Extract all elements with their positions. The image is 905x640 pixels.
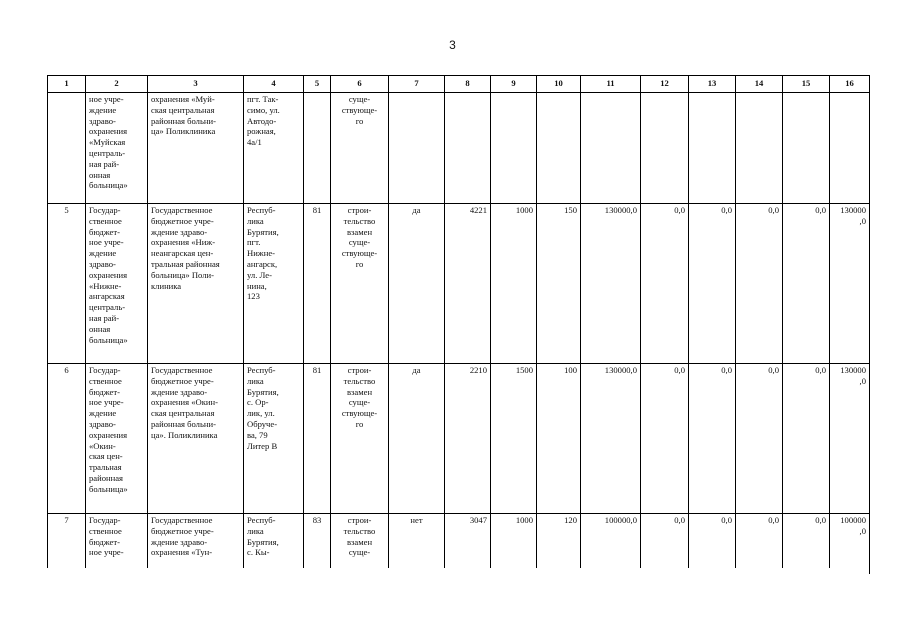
table-cell: 130000,0 bbox=[581, 204, 641, 364]
table-cell: суще- ствующе- го bbox=[331, 93, 389, 204]
table-cell bbox=[783, 93, 830, 204]
header-cell: 10 bbox=[537, 76, 581, 93]
table-cell: 4221 bbox=[445, 204, 491, 364]
table-cell: Государственное бюджетное учре- ждение здраво- охранения «Окин- ская центральная районная больни- ца». Поликлиника bbox=[148, 364, 244, 514]
table-cell: Государ- ственное бюджет- ное учре- ждение здраво- охранения «Окин- ская цен- тральная районная больница» bbox=[86, 364, 148, 514]
table-cell bbox=[689, 93, 736, 204]
table-cell: Государственное бюджетное учре- ждение здраво- охранения «Тун- bbox=[148, 514, 244, 574]
header-row bbox=[48, 76, 870, 93]
header-cell: 4 bbox=[244, 76, 304, 93]
table-cell: 1000 bbox=[491, 514, 537, 574]
table-cell: 0,0 bbox=[736, 204, 783, 364]
table-cell: 150 bbox=[537, 204, 581, 364]
header-cell: 14 bbox=[736, 76, 783, 93]
header-cell: 3 bbox=[148, 76, 244, 93]
page-bottom-margin bbox=[47, 568, 869, 640]
header-cell: 7 bbox=[389, 76, 445, 93]
table-cell: 2210 bbox=[445, 364, 491, 514]
page-number: 3 bbox=[449, 38, 456, 52]
table-cell: 81 bbox=[304, 204, 331, 364]
table-cell: пгт. Так- симо, ул. Автодо- рожная, 4а/1 bbox=[244, 93, 304, 204]
table-cell bbox=[736, 93, 783, 204]
table-cell: 0,0 bbox=[783, 204, 830, 364]
header-cell: 16 bbox=[830, 76, 870, 93]
table-cell: 0,0 bbox=[736, 364, 783, 514]
table-cell bbox=[389, 93, 445, 204]
table-cell: 0,0 bbox=[641, 204, 689, 364]
table-cell: Государственное бюджетное учре- ждение здраво- охранения «Ниж- неангарская цен- тральная районная больница» Поли- клиника bbox=[148, 204, 244, 364]
table-cell: 0,0 bbox=[736, 514, 783, 574]
table-row bbox=[48, 364, 870, 514]
table-cell: 130000,0 bbox=[581, 364, 641, 514]
table-cell: 0,0 bbox=[689, 364, 736, 514]
table-cell: Государ- ственное бюджет- ное учре- bbox=[86, 514, 148, 574]
table-cell bbox=[445, 93, 491, 204]
table-cell: Респуб- лика Бурятия, с. Кы- bbox=[244, 514, 304, 574]
table-cell: 0,0 bbox=[689, 514, 736, 574]
table-cell bbox=[304, 93, 331, 204]
header-cell: 1 bbox=[48, 76, 86, 93]
table-cell: 5 bbox=[48, 204, 86, 364]
header-cell: 11 bbox=[581, 76, 641, 93]
table-cell: 130000 ,0 bbox=[830, 364, 870, 514]
table-cell: Респуб- лика Бурятия, с. Ор- лик, ул. Обруче- ва, 79 Литер В bbox=[244, 364, 304, 514]
header-cell: 6 bbox=[331, 76, 389, 93]
table-cell: 100000 ,0 bbox=[830, 514, 870, 574]
table-cell: 100 bbox=[537, 364, 581, 514]
table-cell bbox=[830, 93, 870, 204]
table-cell: 0,0 bbox=[783, 364, 830, 514]
header-cell: 5 bbox=[304, 76, 331, 93]
table-cell: 0,0 bbox=[689, 204, 736, 364]
table-cell bbox=[537, 93, 581, 204]
table-cell: да bbox=[389, 204, 445, 364]
table-cell: Респуб- лика Бурятия, пгт. Нижне- ангарск, ул. Ле- нина, 123 bbox=[244, 204, 304, 364]
table-cell: 3047 bbox=[445, 514, 491, 574]
header-cell: 12 bbox=[641, 76, 689, 93]
table-cell: охранения «Муй- ская центральная районная больни- ца» Поликлиника bbox=[148, 93, 244, 204]
table-cell: строи- тельство взамен суще- ствующе- го bbox=[331, 204, 389, 364]
table-cell: да bbox=[389, 364, 445, 514]
table-row bbox=[48, 204, 870, 364]
table-cell: ное учре- ждение здраво- охранения «Муйская централь- ная рай- онная больница» bbox=[86, 93, 148, 204]
table-row bbox=[48, 514, 870, 574]
table-cell: 83 bbox=[304, 514, 331, 574]
table-cell: 0,0 bbox=[783, 514, 830, 574]
table-cell bbox=[581, 93, 641, 204]
table-cell: 81 bbox=[304, 364, 331, 514]
header-cell: 15 bbox=[783, 76, 830, 93]
table-cell: 6 bbox=[48, 364, 86, 514]
header-cell: 8 bbox=[445, 76, 491, 93]
header-cell: 2 bbox=[86, 76, 148, 93]
table-cell: Государ- ственное бюджет- ное учре- ждение здраво- охранения «Нижне- ангарская централь- ная рай- онная больница» bbox=[86, 204, 148, 364]
table-cell: 120 bbox=[537, 514, 581, 574]
table-cell: 1000 bbox=[491, 204, 537, 364]
table-cell: 0,0 bbox=[641, 514, 689, 574]
table-cell: 1500 bbox=[491, 364, 537, 514]
table-cell: строи- тельство взамен суще- ствующе- го bbox=[331, 364, 389, 514]
header-cell: 9 bbox=[491, 76, 537, 93]
table-cell: строи- тельство взамен суще- bbox=[331, 514, 389, 574]
table-cell: 0,0 bbox=[641, 364, 689, 514]
table-row bbox=[48, 93, 870, 204]
table-cell: 130000 ,0 bbox=[830, 204, 870, 364]
table-cell bbox=[491, 93, 537, 204]
table-cell: 7 bbox=[48, 514, 86, 574]
header-cell: 13 bbox=[689, 76, 736, 93]
table-cell bbox=[641, 93, 689, 204]
table-cell: 100000,0 bbox=[581, 514, 641, 574]
table-cell: нет bbox=[389, 514, 445, 574]
data-table bbox=[47, 75, 870, 574]
table-cell bbox=[48, 93, 86, 204]
